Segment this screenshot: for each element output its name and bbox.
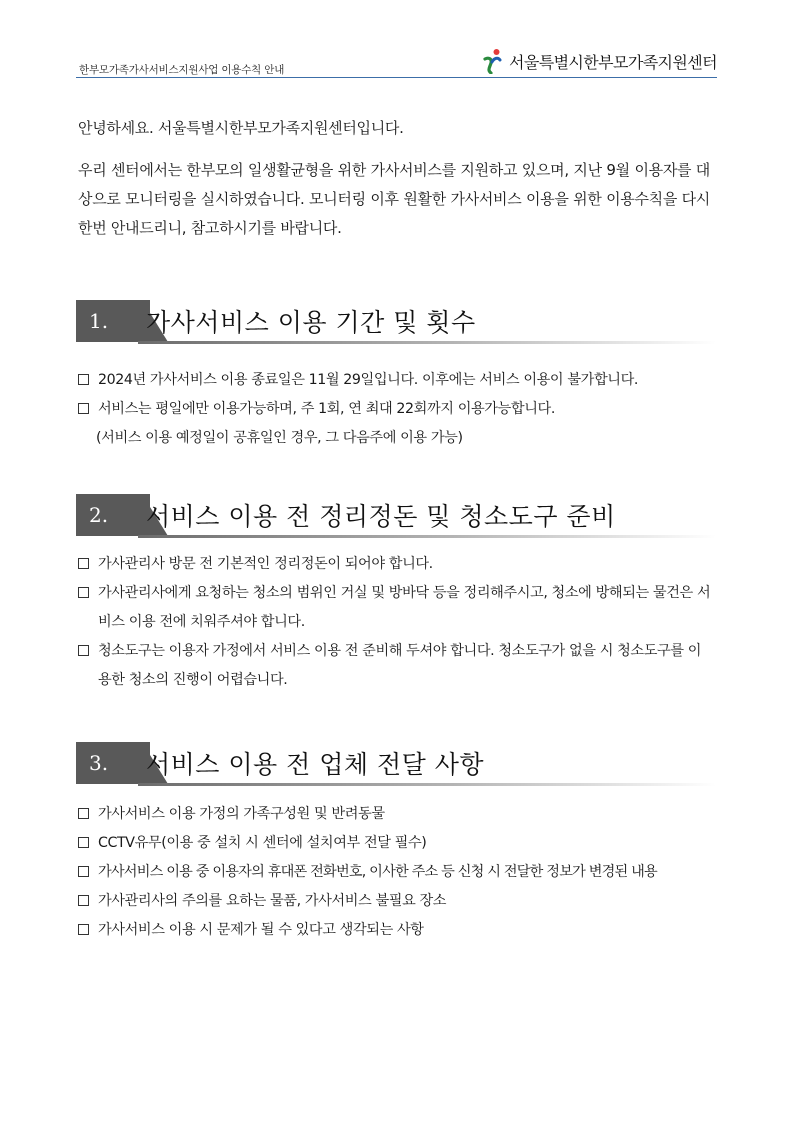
section-2-heading <box>76 494 716 536</box>
list-item: 가사서비스 이용 가정의 가족구성원 및 반려동물 <box>78 800 714 829</box>
section-3-heading <box>76 742 716 784</box>
header-divider <box>76 77 717 78</box>
checkbox-icon <box>78 924 89 935</box>
section-2-list <box>78 550 714 695</box>
greeting: 안녕하세요. 서울특별시한부모가족지원센터입니다. <box>78 119 404 137</box>
section-title: 서비스 이용 전 정리정돈 및 청소도구 준비 <box>146 502 616 531</box>
list-item: 가사관리사에게 요청하는 청소의 범위인 거실 및 방바닥 등을 정리해주시고, 청소에 방해되는 물건은 서비스 이용 전에 치워주셔야 합니다. <box>78 579 714 637</box>
list-note: (서비스 이용 예정일이 공휴일인 경우, 그 다음주에 이용 가능) <box>96 430 463 446</box>
section-title: 가사서비스 이용 기간 및 횟수 <box>146 308 476 337</box>
section-3-list <box>78 800 714 945</box>
checkbox-icon <box>78 866 89 877</box>
checkbox-icon <box>78 403 89 414</box>
section-1-heading <box>76 300 716 342</box>
heading-underline <box>138 783 716 786</box>
checkbox-icon <box>78 837 89 848</box>
org-name: 서울특별시한부모가족지원센터 <box>509 52 717 72</box>
list-item: CCTV유무(이용 중 설치 시 센터에 설치여부 전달 필수) <box>78 829 714 858</box>
checkbox-icon <box>78 558 89 569</box>
list-item: 2024년 가사서비스 이용 종료일은 11월 29일입니다. 이후에는 서비스 이용이 불가합니다. <box>78 366 714 395</box>
section-number: 1. <box>76 300 150 342</box>
list-item: 청소도구는 이용자 가정에서 서비스 이용 전 준비해 두셔야 합니다. 청소도구가 없을 시 청소도구를 이용한 청소의 진행이 어렵습니다. <box>78 637 714 695</box>
seoul-family-center-logo <box>481 48 503 74</box>
checkbox-icon <box>78 374 89 385</box>
section-number: 2. <box>76 494 150 536</box>
checkbox-icon <box>78 645 89 656</box>
checkbox-icon <box>78 587 89 598</box>
section-1-list <box>78 366 714 453</box>
list-item: 가사서비스 이용 시 문제가 될 수 있다고 생각되는 사항 <box>78 916 714 945</box>
checkbox-icon <box>78 895 89 906</box>
list-item: 서비스는 평일에만 이용가능하며, 주 1회, 연 최대 22회까지 이용가능합니다. <box>78 395 714 424</box>
document-header-title: 한부모가족가사서비스지원사업 이용수칙 안내 <box>79 64 285 76</box>
list-item: 가사관리사 방문 전 기본적인 정리정돈이 되어야 합니다. <box>78 550 714 579</box>
list-item: 가사관리사의 주의를 요하는 물품, 가사서비스 불필요 장소 <box>78 887 714 916</box>
intro-paragraph: 우리 센터에서는 한부모의 일생활균형을 위한 가사서비스를 지원하고 있으며, 지난 9월 이용자를 대상으로 모니터링을 실시하였습니다. 모니터링 이후 원활한 가사서비스 이용을 위한 이용수칙을 다시 한번 안내드리니, 참고하시기를 바랍니다. <box>78 161 710 237</box>
section-title: 서비스 이용 전 업체 전달 사항 <box>146 750 485 779</box>
section-number: 3. <box>76 742 150 784</box>
list-item: 가사서비스 이용 중 이용자의 휴대폰 전화번호, 이사한 주소 등 신청 시 전달한 정보가 변경된 내용 <box>78 858 714 887</box>
checkbox-icon <box>78 808 89 819</box>
org-brand <box>481 48 717 74</box>
heading-underline <box>138 341 716 344</box>
heading-underline <box>138 535 716 538</box>
